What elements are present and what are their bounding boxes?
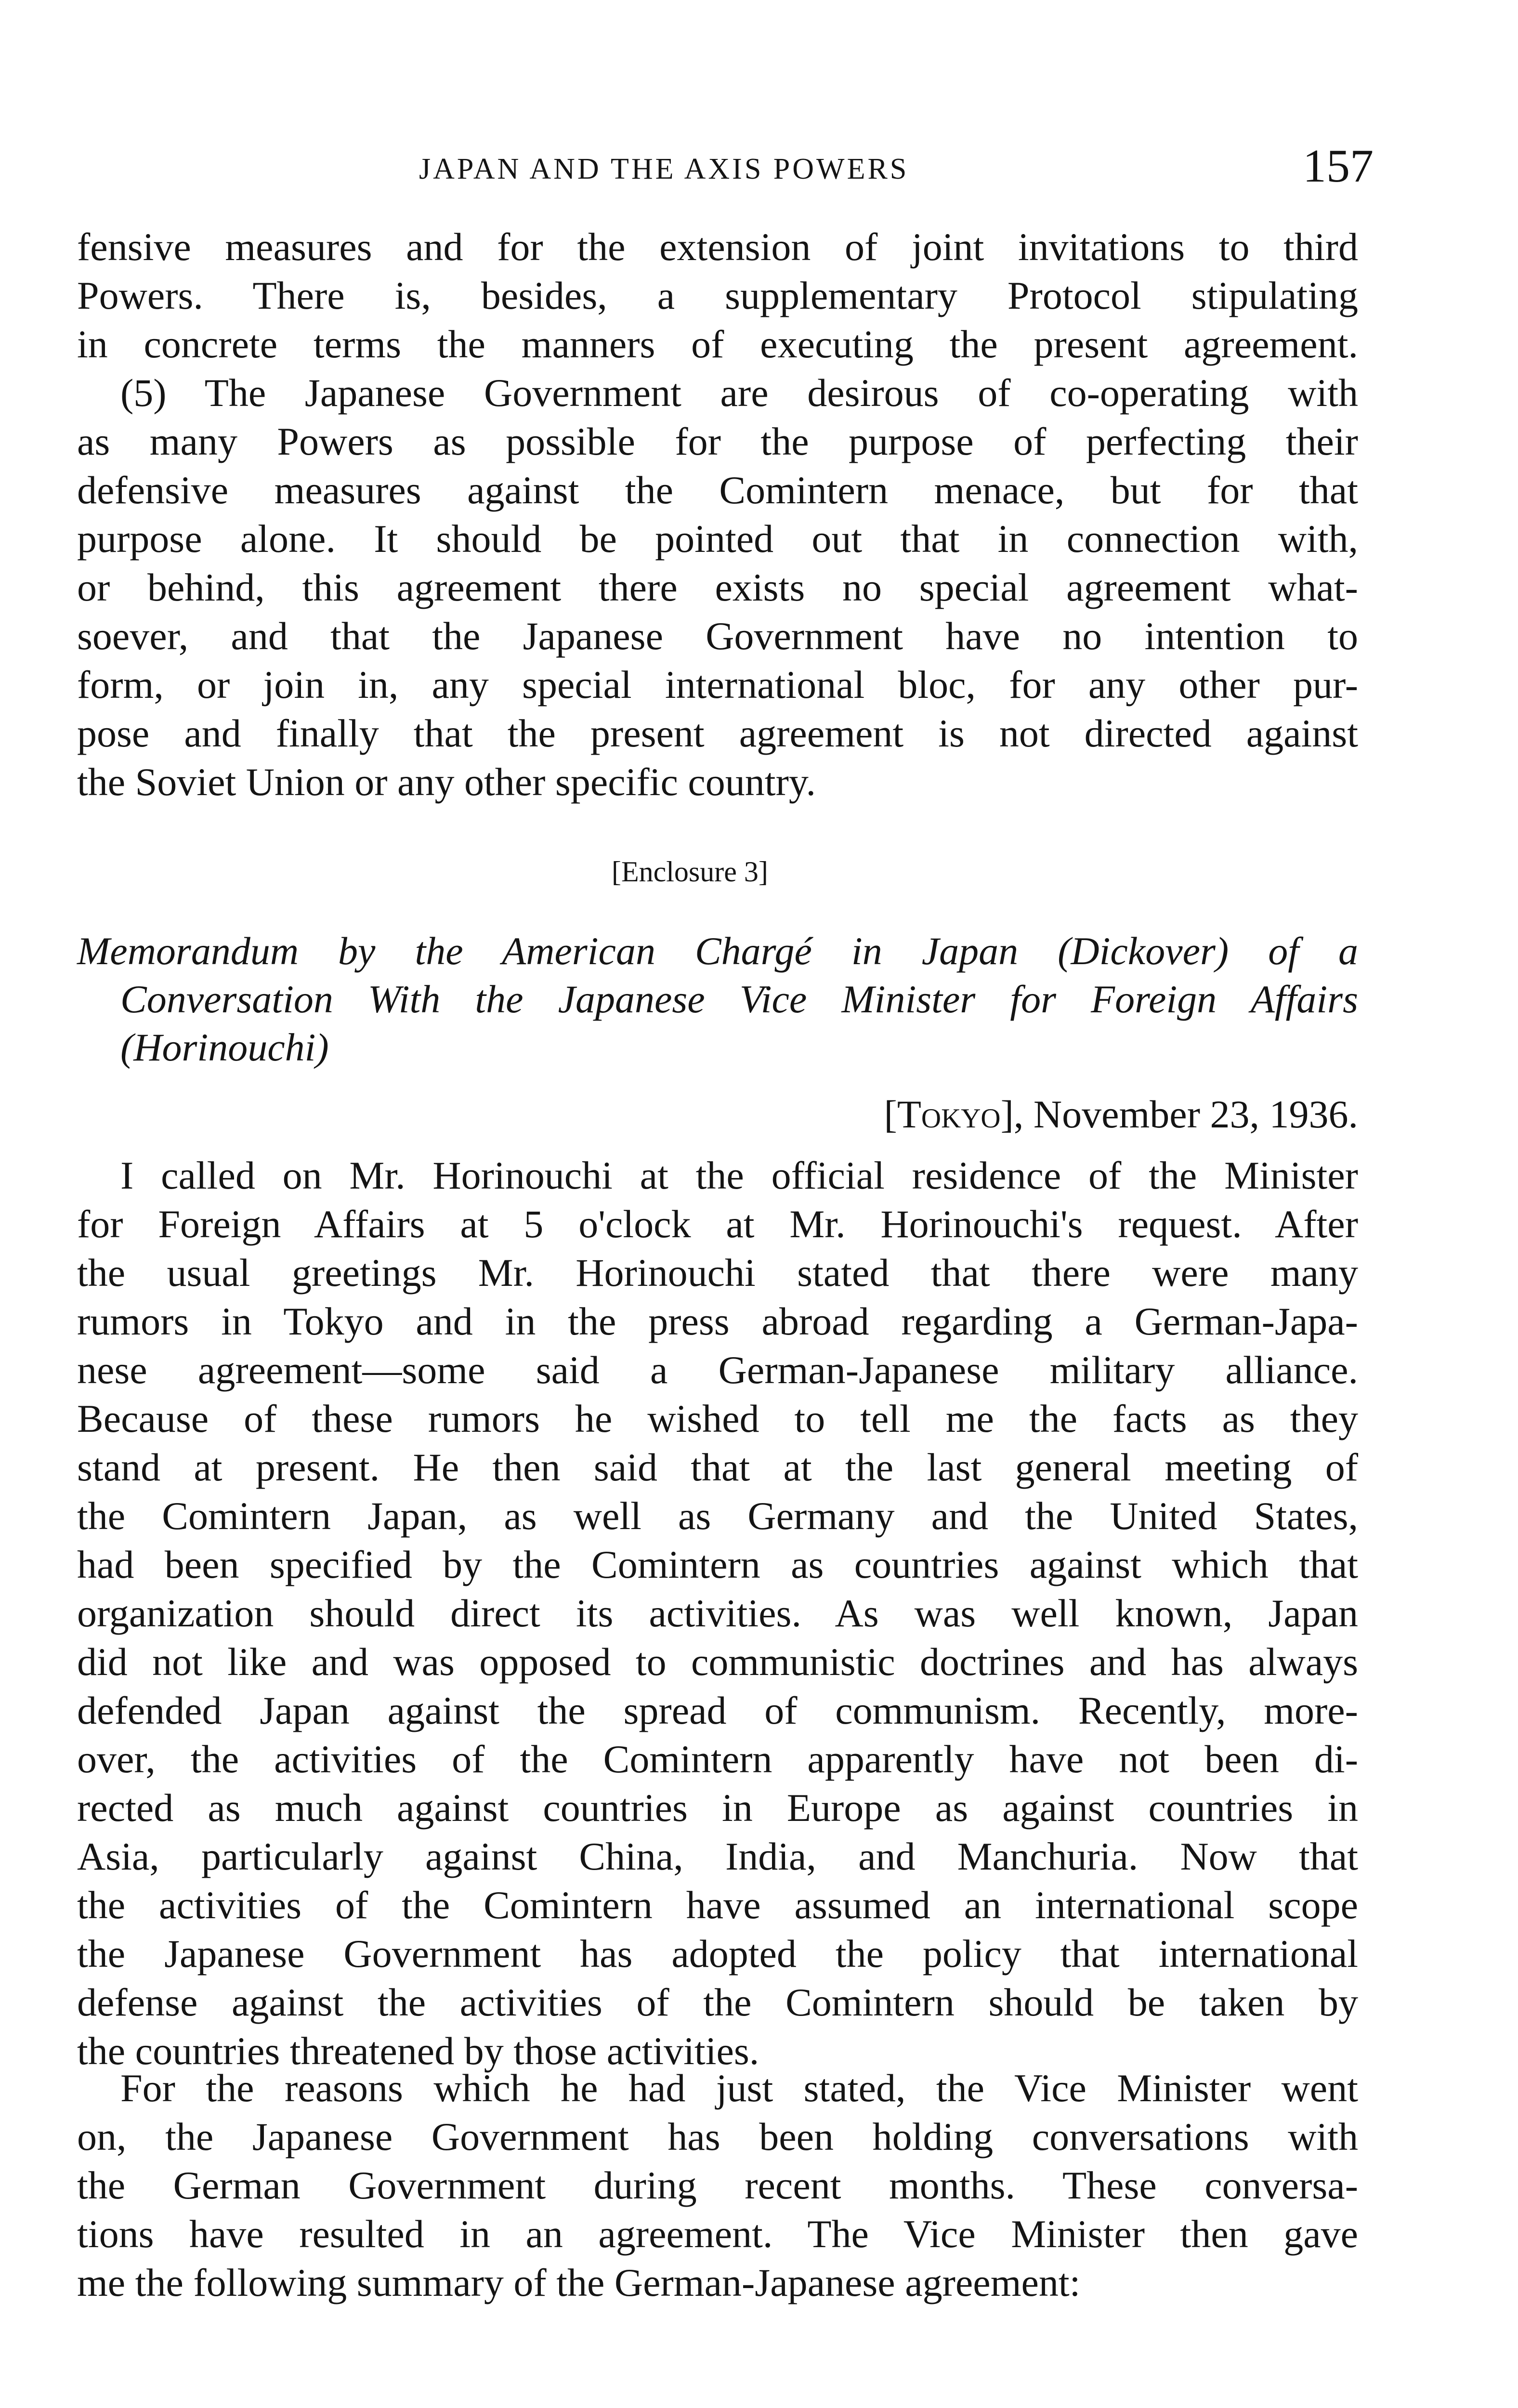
text-line: on, the Japanese Government has been holding conversations with xyxy=(77,2115,1358,2159)
text-line: form, or join in, any special international bloc, for any other pur- xyxy=(77,663,1358,707)
dateline xyxy=(809,1092,1358,1136)
text-line: soever, and that the Japanese Government have no intention to xyxy=(77,614,1358,658)
text-line: Asia, particularly against China, India, and Manchuria. Now that xyxy=(77,1834,1358,1878)
text-line: organization should direct its activities. As was well known, Japan xyxy=(77,1591,1358,1635)
text-line: for Foreign Affairs at 5 o'clock at Mr. Horinouchi's request. After xyxy=(77,1202,1358,1246)
text-line: the Soviet Union or any other specific country. xyxy=(77,760,816,804)
text-line: defended Japan against the spread of communism. Recently, more- xyxy=(77,1688,1358,1732)
text-line: the German Government during recent months. These conversa- xyxy=(77,2163,1358,2207)
text-line: nese agreement—some said a German-Japanese military alliance. xyxy=(77,1348,1358,1392)
text-line: tions have resulted in an agreement. The Vice Minister then gave xyxy=(77,2212,1358,2256)
text-line: defensive measures against the Comintern menace, but for that xyxy=(77,468,1358,512)
text-line: the Comintern Japan, as well as Germany and the United States, xyxy=(77,1494,1358,1538)
text-block-top xyxy=(77,222,1358,806)
text-line: pose and finally that the present agreement is not directed against xyxy=(77,711,1358,755)
memo-title-line: Memorandum by the American Chargé in Japan (Dickover) of a xyxy=(77,929,1358,973)
text-line: stand at present. He then said that at the last general meeting of xyxy=(77,1445,1358,1489)
text-line: Powers. There is, besides, a supplementary Protocol stipulating xyxy=(77,274,1358,317)
paragraph-call xyxy=(77,1151,1358,2075)
text-line: the usual greetings Mr. Horinouchi stated that there were many xyxy=(77,1251,1358,1295)
dateline-place: Tokyo xyxy=(897,1092,1001,1136)
enclosure-label: [Enclosure 3] xyxy=(612,856,768,888)
paragraph-5 xyxy=(77,368,1358,806)
text-line: For the reasons which he had just stated, the Vice Minister went xyxy=(120,2066,1358,2110)
text-line: had been specified by the Comintern as countries against which that xyxy=(77,1543,1358,1586)
text-block-bottom xyxy=(77,2064,1358,2307)
text-line: or behind, this agreement there exists no special agreement what- xyxy=(77,565,1358,609)
page-number: 157 xyxy=(1303,140,1374,192)
running-title: JAPAN AND THE AXIS POWERS xyxy=(419,153,909,185)
text-line: rected as much against countries in Europe as against countries in xyxy=(77,1786,1358,1830)
text-line: rumors in Tokyo and in the press abroad regarding a German-Japa- xyxy=(77,1299,1358,1343)
text-line: me the following summary of the German-Japanese agreement: xyxy=(77,2261,1081,2304)
text-line: did not like and was opposed to communistic doctrines and has always xyxy=(77,1640,1358,1684)
memo-title-line: Conversation With the Japanese Vice Minister for Foreign Affairs xyxy=(120,977,1358,1021)
text-line: in concrete terms the manners of executing the present agreement. xyxy=(77,322,1358,366)
text-line: the Japanese Government has adopted the policy that international xyxy=(77,1932,1358,1976)
text-line: purpose alone. It should be pointed out that in connection with, xyxy=(77,517,1358,561)
memo-title xyxy=(77,927,1358,1072)
text-line: the countries threatened by those activities. xyxy=(77,2029,759,2073)
text-line: the activities of the Comintern have assumed an international scope xyxy=(77,1883,1358,1927)
memo-title-line: (Horinouchi) xyxy=(120,1025,329,1069)
text-line: (5) The Japanese Government are desirous of co-operating with xyxy=(120,371,1358,415)
dateline-date: ], November 23, 1936. xyxy=(1000,1092,1358,1136)
text-line: fensive measures and for the extension of joint invitations to third xyxy=(77,225,1358,269)
text-line: as many Powers as possible for the purpose of perfecting their xyxy=(77,419,1358,463)
text-line: I called on Mr. Horinouchi at the official residence of the Minister xyxy=(120,1153,1358,1197)
paragraph-reasons xyxy=(77,2064,1358,2307)
text-line: over, the activities of the Comintern apparently have not been di- xyxy=(77,1737,1358,1781)
continuation-paragraph xyxy=(77,222,1358,368)
text-line: Because of these rumors he wished to tell me the facts as they xyxy=(77,1397,1358,1440)
text-line: defense against the activities of the Comintern should be taken by xyxy=(77,1980,1358,2024)
dateline-bracket: [ xyxy=(884,1092,897,1136)
text-block-memo xyxy=(77,1151,1358,2075)
